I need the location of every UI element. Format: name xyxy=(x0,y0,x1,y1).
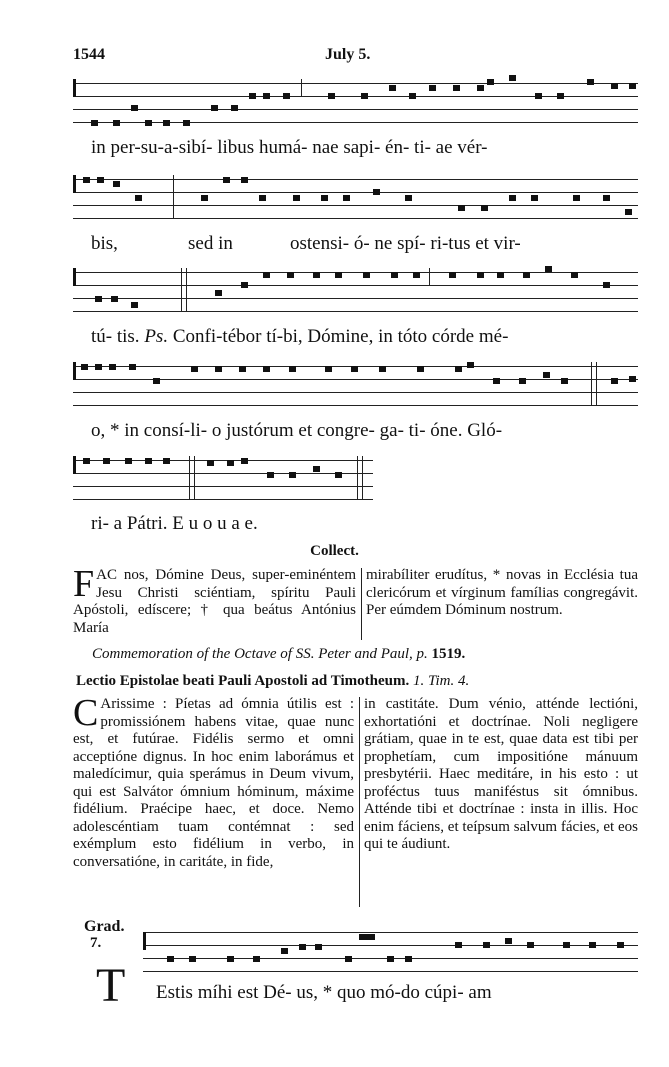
epistle-heading: Lectio Epistolae beati Pauli Apostoli ad Timotheum. 1. Tim. 4. xyxy=(76,673,470,689)
lyric-line-4: o, * in consí-li- o justórum et congre- ga- ti- óne. Gló- xyxy=(91,420,503,441)
lyric-line-1: in per-su-a-sibí- libus humá- nae sapi- én- ti- ae vér- xyxy=(91,137,488,158)
running-title: July 5. xyxy=(325,46,371,63)
epistle-right-column: in castitáte. Dum vénio, atténde lectióni, exhortatióni et doctrínae. Noli negligere grátiam, quae in te est, quae data est tibi per prophetíam, cum impositióne mánuum presbytérii. Haec meditáre, in his esto : ut proféctus tuus maniféstus sit ómnibus. Atténde tibi et doctrínae : insta in illis. Hoc enim fáciens, et teípsum salvum fácies, et eos qui te áudiunt. xyxy=(364,696,638,852)
column-divider xyxy=(361,568,362,640)
collect-drop-cap: F xyxy=(73,563,95,605)
lyric-line-5: ri- a Pátri. E u o u a e. xyxy=(91,513,258,534)
lyric-line-2b: sed in xyxy=(188,233,233,254)
music-staff-6 xyxy=(143,924,638,980)
epistle-drop-cap: C xyxy=(73,692,99,734)
collect-right-column: mirabíliter erudítus, * novas in Ecclésia tua clericórum et vírginum famílias congregávit. Per eúmdem Dóminum nostrum. xyxy=(366,567,638,618)
lyric-line-2a: bis, xyxy=(91,233,118,254)
column-divider-2 xyxy=(359,697,360,907)
epistle-left-column xyxy=(73,692,354,871)
collect-left-column xyxy=(73,563,356,637)
collect-heading: Collect. xyxy=(310,543,359,559)
psalm-label: Ps. xyxy=(144,326,169,347)
epistle-left-text: Arissime : Píetas ad ómnia útilis est : promissiónem habens vitae, quae nunc est, et futúrae. Fidélis sermo et omni acceptióne dignus. In hoc enim laborámus et maledícimur, quia sperámus in Deum vivum, qui est Salvátor ómnium hóminum, máxime fidélium. Praécipe haec, et doce. Nemo adolescéntiam tuam contémnat : sed exémplum esto fidélium in verbo, in conversatióne, in caritáte, in fide, xyxy=(73,696,354,870)
gradual-drop-cap: T xyxy=(96,959,126,1012)
gradual-label: Grad. xyxy=(84,918,125,935)
page-number: 1544 xyxy=(73,46,105,63)
gradual-lyric: Estis míhi est Dé- us, * quo mó-do cúpi- am xyxy=(156,982,492,1003)
music-staff-4 xyxy=(73,358,638,414)
music-staff-5 xyxy=(73,452,373,508)
lyric-line-2c: ostensi- ó- ne spí- ri-tus et vir- xyxy=(290,233,521,254)
collect-left-text: AC nos, Dómine Deus, super-eminéntem Jesu Christi sciéntiam, spíritu Pauli Apóstoli, edíscere; † qua beátus Antónius María xyxy=(73,567,356,636)
commemoration-note: Commemoration of the Octave of SS. Peter and Paul, p. 1519. xyxy=(92,646,466,662)
music-staff-1 xyxy=(73,75,638,131)
music-staff-3 xyxy=(73,264,638,320)
gradual-mode: 7. xyxy=(90,935,102,951)
lyric-line-3: tú- tis. Ps. Confi-tébor tí-bi, Dómine, in tóto córde mé- xyxy=(91,326,509,347)
music-staff-2 xyxy=(73,171,638,227)
